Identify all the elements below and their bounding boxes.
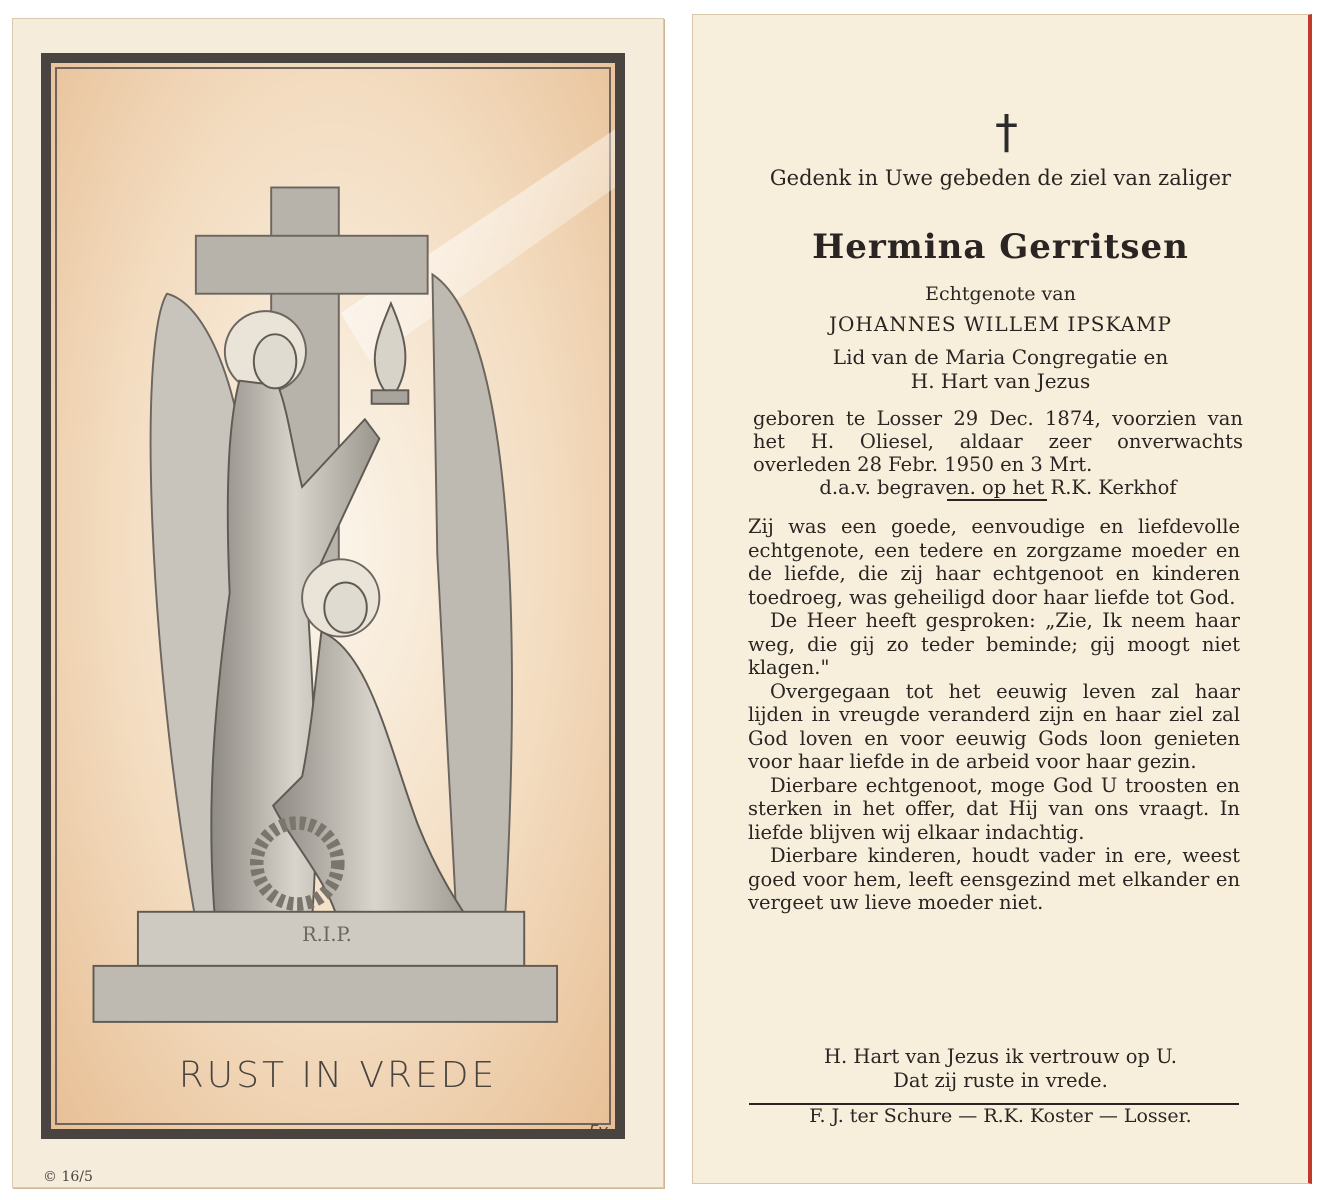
artist-signature: Fv (589, 1121, 608, 1140)
wing-right (432, 274, 511, 921)
paragraph: De Heer heeft gesproken: „Zie, Ik neem haar weg, die gij zo teder beminde; gij moogt niet klagen." (748, 609, 1240, 679)
closing-line-2: Dat zij ruste in vrede. (893, 1069, 1108, 1092)
rust-in-vrede-caption: RUST IN VREDE (178, 1055, 498, 1096)
paragraph: Zij was een goede, eenvoudige en liefdevolle echtgenote, een tedere en zorgzame moeder en de liefde, die zij haar echtgenoot en kinderen toedroeg, was geheiligd door haar liefde tot God. (748, 515, 1240, 609)
paragraph: Dierbare kinderen, houdt vader in ere, weest goed voor hem, leeft eensgezind met elkander en vergeet uw lieve moeder niet. (748, 844, 1240, 914)
standing-angel-head (254, 334, 296, 388)
torch-cup (372, 390, 409, 404)
membership-text (693, 345, 1308, 393)
kneeling-angel-head (324, 582, 366, 632)
paragraph: Dierbare echtgenoot, moge God U troosten en sterken in het offer, dat Hij van ons vraagt. In liefde blijven wij elkaar indachtig. (748, 773, 1240, 844)
birth-death-main: geboren te Losser 29 Dec. 1874, voorzien van het H. Oliesel, aldaar zeer onverwachts overleden 28 Febr. 1950 en 3 Mrt. (753, 407, 1243, 476)
spouse-name: JOHANNES WILLEM IPSKAMP (829, 312, 1172, 336)
publisher-code-number: 16/5 (61, 1169, 93, 1185)
membership-line-1: Lid van de Maria Congregatie en (832, 345, 1169, 369)
deceased-name: Hermina Gerritsen (812, 227, 1189, 267)
birth-death-last: d.a.v. begraven. op het R.K. Kerkhof (819, 476, 1177, 499)
spouse-label: Echtgenote van (925, 283, 1076, 305)
printer-credit: F. J. ter Schure — R.K. Koster — Losser. (809, 1105, 1192, 1127)
intro-text: Gedenk in Uwe gebeden de ziel van zaliger (769, 166, 1232, 190)
closing-prayer (693, 1045, 1308, 1093)
memorial-body (748, 515, 1240, 915)
angels-cross-illustration (51, 63, 615, 1129)
paragraph: Overgegaan tot het eeuwig leven zal haar lijden in vreugde veranderd zijn en haar ziel zal God loven en voor eeuwig Gods loon genieten voor haar liefde in de arbeid voor haar gezin. (748, 679, 1240, 773)
cross-icon: † (995, 105, 1018, 159)
membership-line-2: H. Hart van Jezus (910, 369, 1091, 393)
memorial-card-back (692, 14, 1312, 1184)
birth-death-text (753, 407, 1243, 499)
publisher-code: © 16/5 (43, 1169, 93, 1185)
separator-short (947, 499, 1047, 501)
memorial-card-front (12, 18, 664, 1188)
rip-inscription: R.I.P. (302, 922, 352, 946)
closing-line-1: H. Hart van Jezus ik vertrouw op U. (824, 1045, 1177, 1068)
illustration-frame (41, 53, 625, 1139)
tomb-base (93, 966, 557, 1022)
